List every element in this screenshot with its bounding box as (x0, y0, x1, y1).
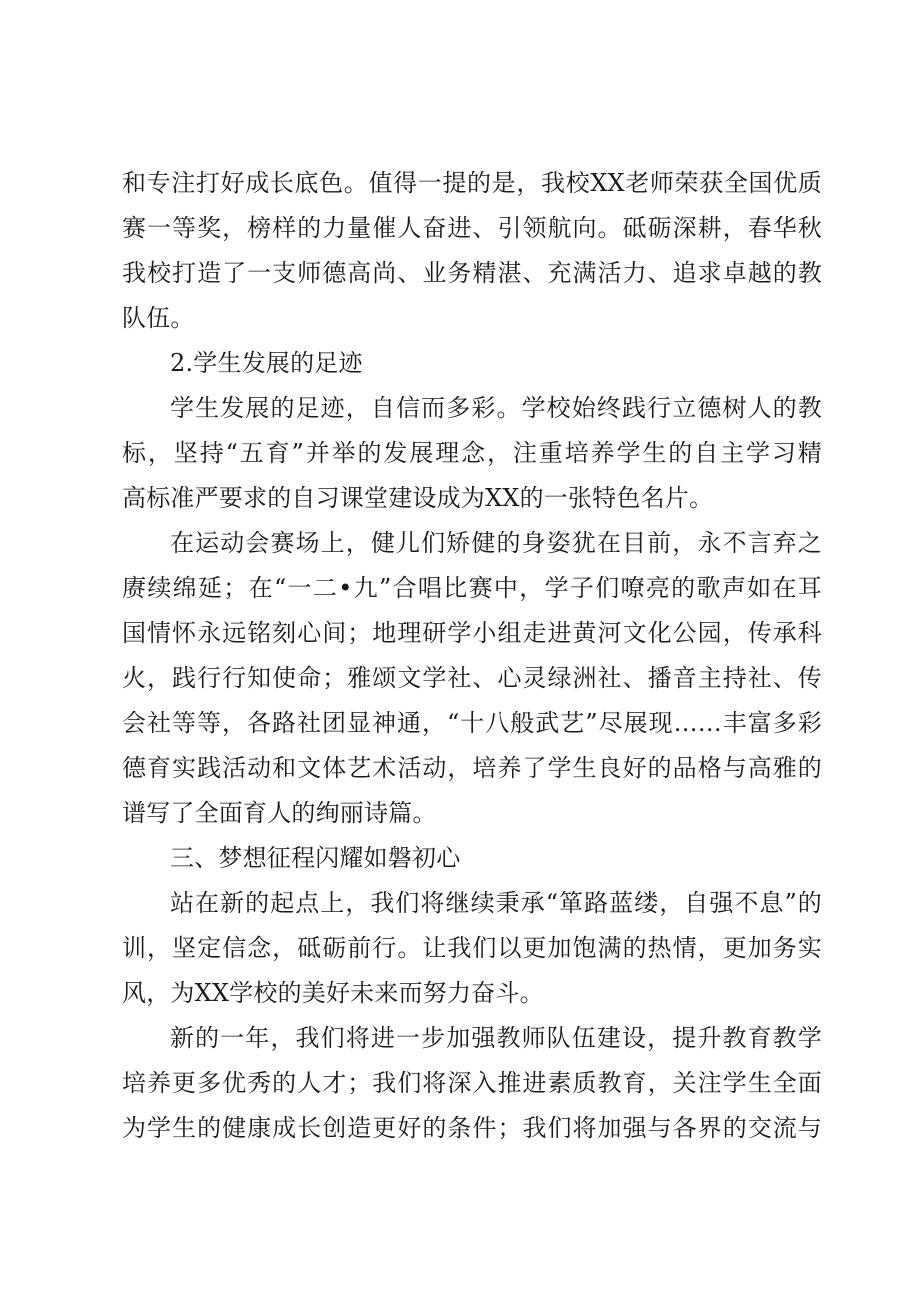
text-line: 赛一等奖，榜样的力量催人奋进、引领航向。砥砺深耕，春华秋 (122, 214, 822, 242)
text-line: 火，践行行知使命；雅颂文学社、心灵绿洲社、播音主持社、传 (122, 664, 822, 692)
section-heading: 2.学生发展的足迹 (170, 349, 363, 377)
text-line: 新的一年，我们将进一步加强教师队伍建设，提升教育教学 (170, 1024, 822, 1052)
text-line: 为学生的健康成长创造更好的条件；我们将加强与各界的交流与 (122, 1114, 822, 1142)
text-line: 训，坚定信念，砥砺前行。让我们以更加饱满的热情，更加务实 (122, 934, 822, 962)
text-line: 赓续绵延；在“一二•九”合唱比赛中，学子们嘹亮的歌声如在耳 (122, 574, 822, 602)
text-line: 我校打造了一支师德高尚、业务精湛、充满活力、追求卓越的教 (122, 259, 822, 287)
text-line: 在运动会赛场上，健儿们矫健的身姿犹在目前，永不言弃之 (170, 529, 822, 557)
text-line: 会社等等，各路社团显神通，“十八般武艺”尽展现……丰富多彩 (122, 709, 822, 737)
text-line: 风，为XX学校的美好未来而努力奋斗。 (122, 979, 544, 1007)
text-line: 谱写了全面育人的绚丽诗篇。 (122, 799, 437, 827)
text-line: 培养更多优秀的人才；我们将深入推进素质教育，关注学生全面 (122, 1069, 822, 1097)
text-line: 高标准严要求的自习课堂建设成为XX的一张特色名片。 (122, 484, 714, 512)
text-line: 学生发展的足迹，自信而多彩。学校始终践行立德树人的教 (170, 394, 822, 422)
text-line: 标，坚持“五育”并举的发展理念，注重培养学生的自主学习精 (122, 439, 822, 467)
text-line: 站在新的起点上，我们将继续秉承“箪路蓝缕，自强不息”的 (170, 889, 822, 917)
section-heading: 三、梦想征程闪耀如磐初心 (170, 844, 461, 872)
text-line: 国情怀永远铭刻心间；地理研学小组走进黄河文化公园，传承科 (122, 619, 822, 647)
text-line: 队伍。 (122, 304, 195, 332)
text-line: 和专注打好成长底色。值得一提的是，我校XX老师荣获全国优质 (122, 169, 822, 197)
text-line: 德育实践活动和文体艺术活动，培养了学生良好的品格与高雅的 (122, 754, 822, 782)
